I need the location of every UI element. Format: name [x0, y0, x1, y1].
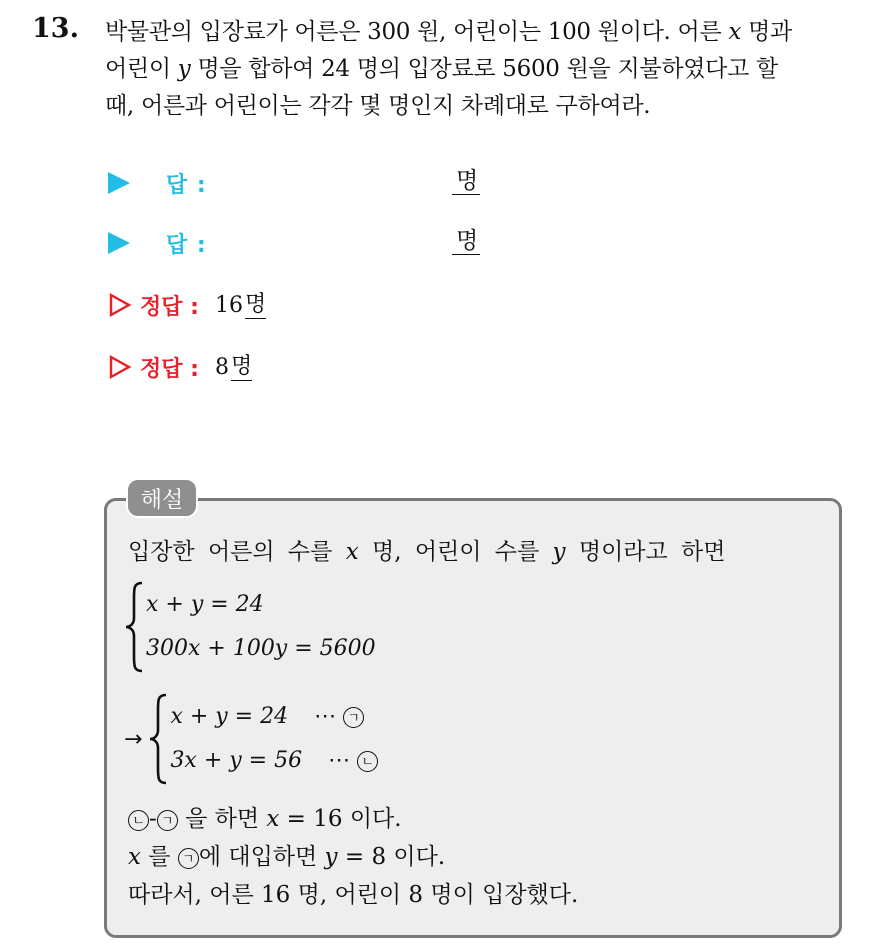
correct-value: 8	[214, 354, 229, 380]
explanation-tag: 해설	[126, 478, 198, 518]
correct-unit: 명	[244, 291, 267, 317]
question-text	[105, 14, 865, 125]
answer-label: 답 :	[166, 232, 207, 258]
equation-system-1	[124, 580, 376, 674]
circled-nieun-icon: ㄴ	[357, 751, 378, 772]
correct-answer-row-1	[108, 288, 266, 322]
correct-unit: 명	[230, 353, 253, 379]
correct-label: 정답 :	[140, 294, 199, 320]
circled-giyeok-icon: ㄱ	[178, 848, 199, 869]
left-brace-icon	[124, 580, 146, 674]
answer-unit: 명	[452, 228, 480, 255]
explanation-conclusion: 따라서, 어른 16 명, 어린이 8 명이 입장했다.	[128, 882, 579, 908]
answer-unit: 명	[452, 168, 480, 195]
circled-giyeok-icon: ㄱ	[343, 707, 364, 728]
outline-triangle-icon	[108, 293, 132, 317]
equation-row: x + y = 24 ⋯ ㄱ	[170, 695, 378, 739]
left-brace-icon	[148, 692, 170, 786]
question-line: 어린이 y 명을 합하여 24 명의 입장료로 5600 원을 지불하였다고 할	[105, 56, 778, 82]
equation-row: 3x + y = 56 ⋯ ㄴ	[170, 739, 378, 783]
play-triangle-icon	[108, 232, 130, 254]
arrow-icon: →	[124, 726, 143, 752]
answer-label: 답 :	[166, 172, 207, 198]
answer-row-1[interactable]	[108, 166, 207, 200]
question-line: 박물관의 입장료가 어른은 300 원, 어린이는 100 원이다. 어른 x 명과	[105, 19, 792, 45]
explanation-intro: 입장한 어른의 수를 x 명, 어린이 수를 y 명이라고 하면	[128, 539, 726, 565]
circled-giyeok-icon: ㄱ	[157, 810, 178, 831]
outline-triangle-icon	[108, 355, 132, 379]
explanation-step-2: x 를 ㄱ 에 대입하면 y = 8 이다.	[128, 844, 446, 870]
circled-nieun-icon: ㄴ	[128, 810, 149, 831]
equation-system-2	[124, 692, 378, 786]
equation: 300x + 100y = 5600	[146, 636, 376, 661]
answer-row-2[interactable]	[108, 226, 207, 260]
correct-value: 16	[214, 292, 243, 318]
explanation-step-1: ㄴ - ㄱ 을 하면 x = 16 이다.	[128, 800, 402, 833]
equation: x + y = 24	[146, 592, 264, 617]
question-number: 13.	[32, 13, 79, 44]
question-line: 때, 어른과 어린이는 각각 몇 명인지 차례대로 구하여라.	[105, 93, 651, 119]
play-triangle-icon	[108, 172, 130, 194]
correct-label: 정답 :	[140, 356, 199, 382]
correct-answer-row-2	[108, 350, 252, 384]
